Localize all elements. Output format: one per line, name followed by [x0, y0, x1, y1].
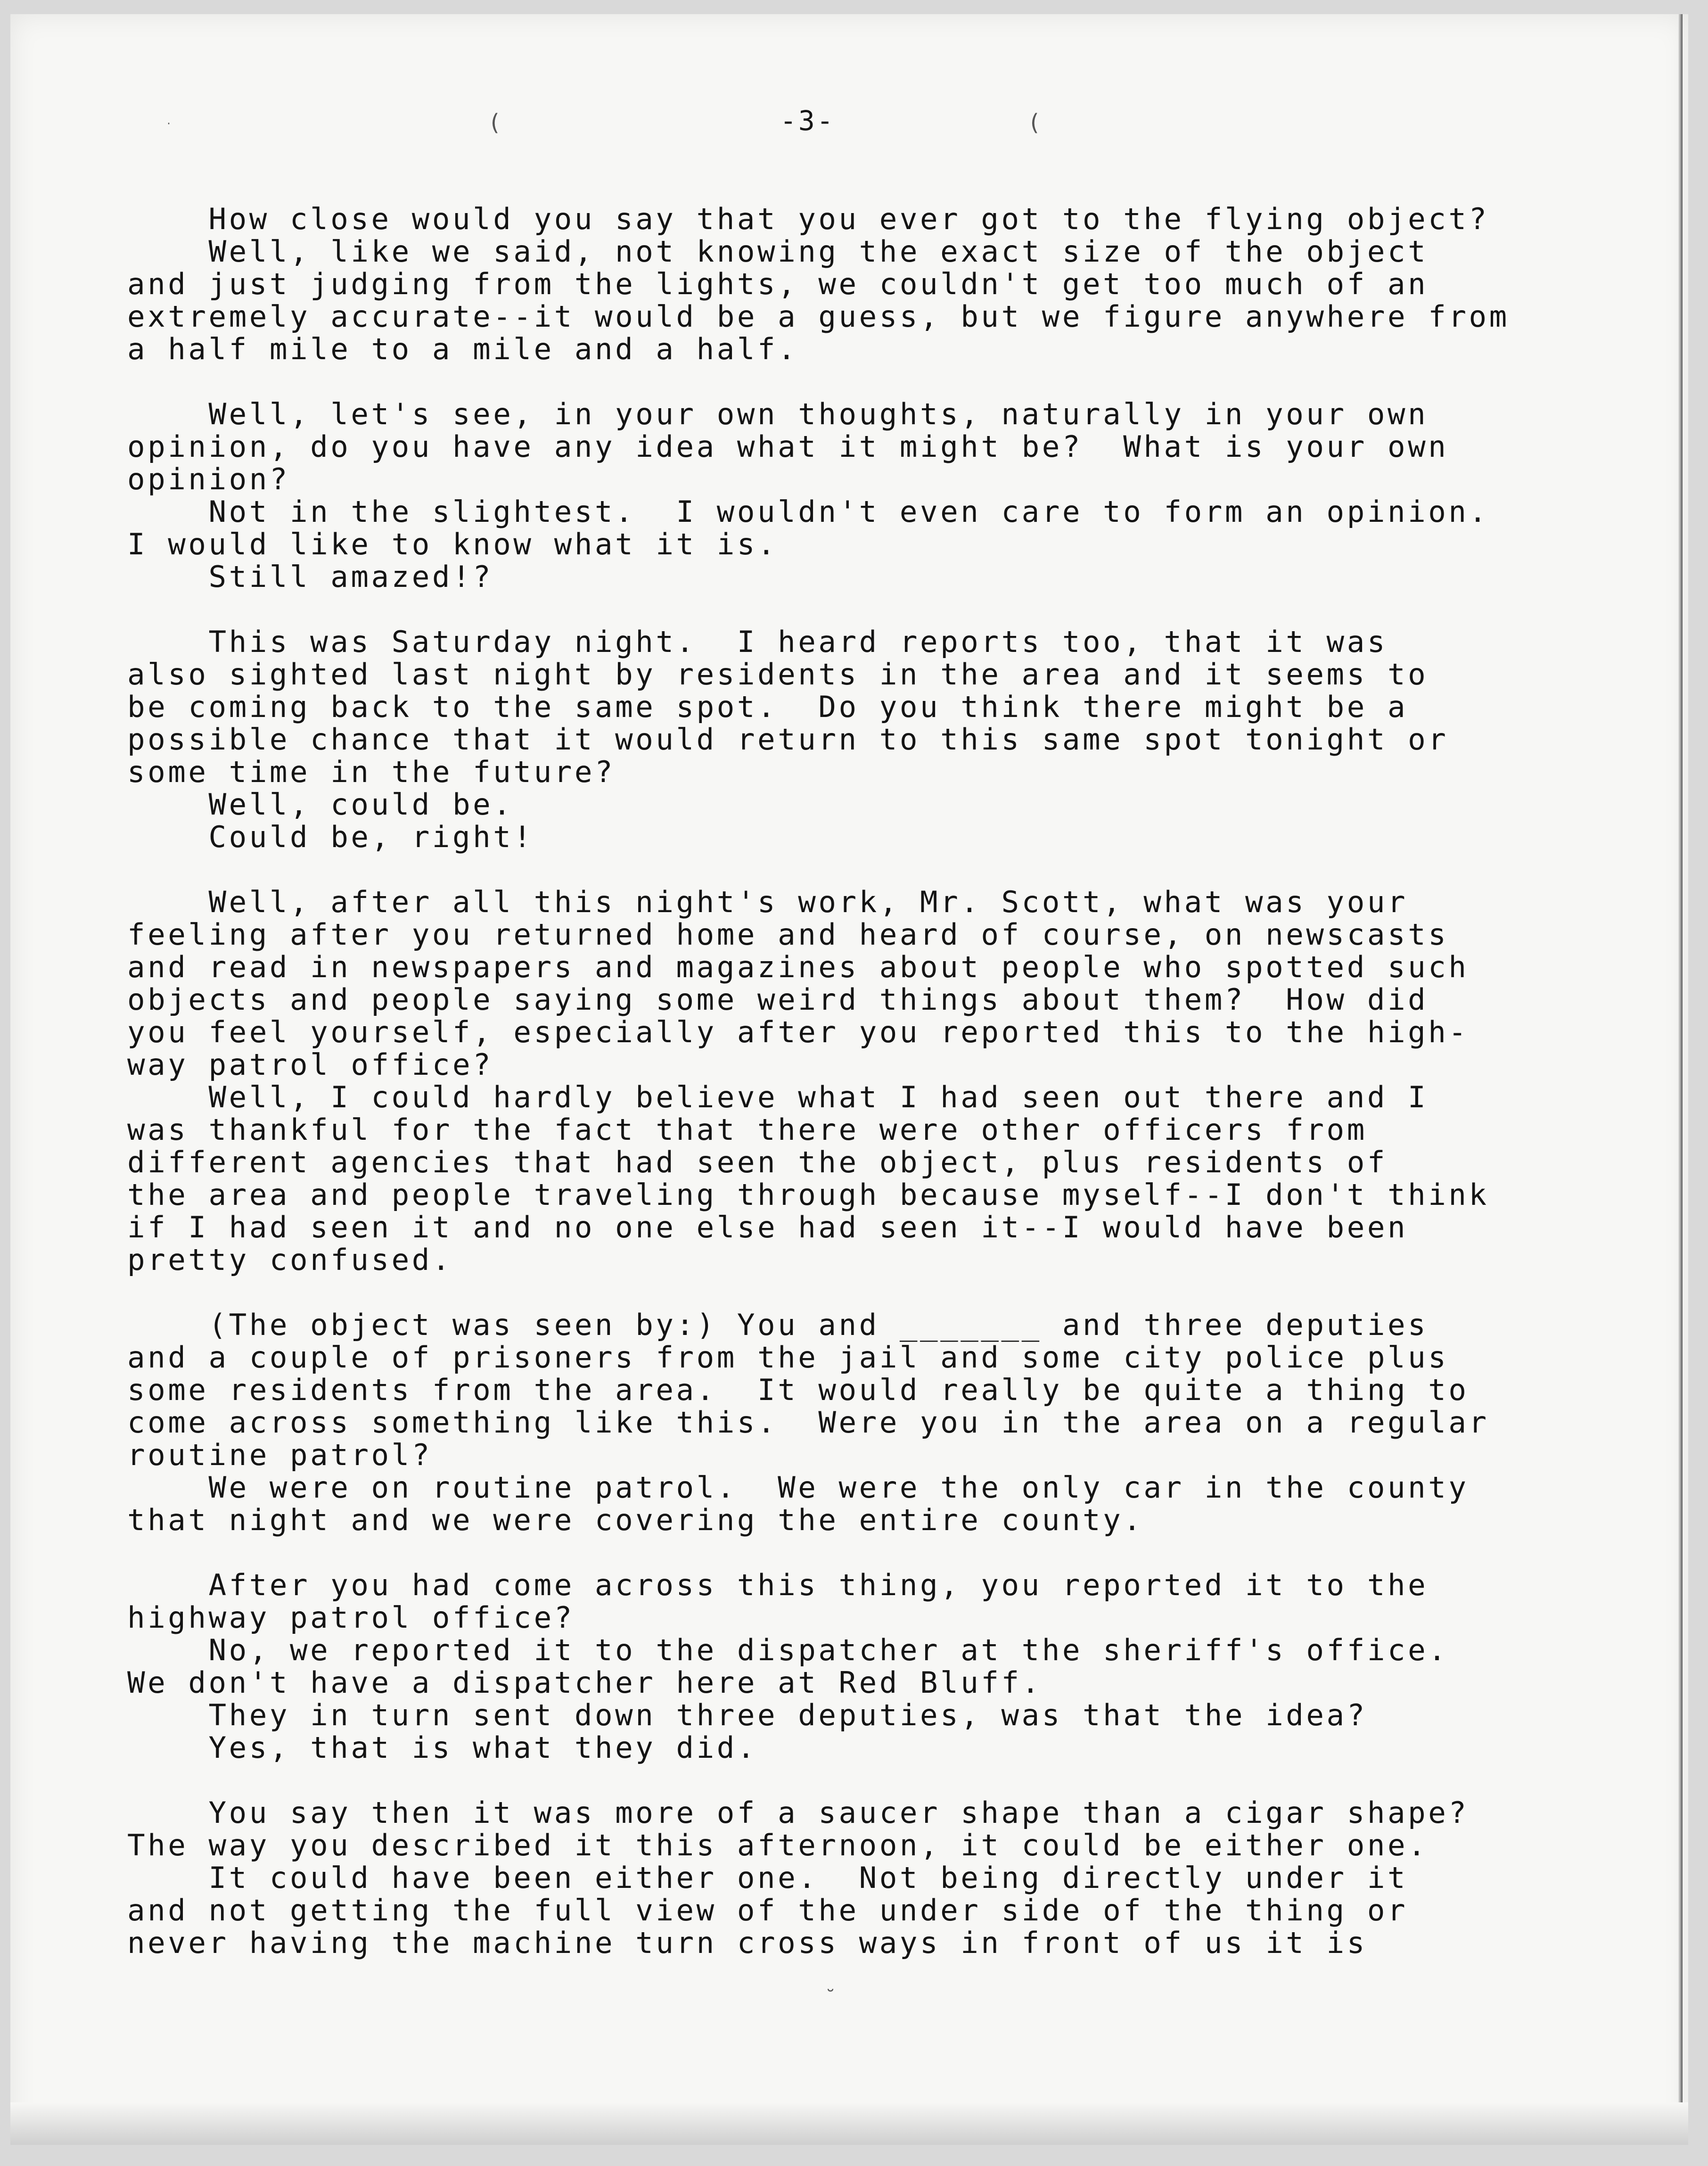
- transcript-line: and a couple of prisoners from the jail and some city police plus: [127, 1340, 1449, 1375]
- transcript-line: Still amazed!?: [127, 560, 493, 594]
- transcript-line: come across something like this. Were you in the area on a regular: [127, 1405, 1489, 1440]
- transcript-line: Could be, right!: [127, 820, 534, 854]
- transcript-line: After you had come across this thing, you reported it to the: [127, 1568, 1429, 1602]
- transcript-line: never having the machine turn cross ways in front of us it is: [127, 1926, 1367, 1960]
- transcript-line: Well, I could hardly believe what I had seen out there and I: [127, 1080, 1429, 1114]
- transcript-body: [127, 203, 1532, 1959]
- transcript-line: We were on routine patrol. We were the only car in the county: [127, 1470, 1469, 1505]
- paragraph-gap: [127, 593, 1532, 626]
- transcript-line: feeling after you returned home and heard of course, on newscasts: [127, 917, 1449, 952]
- transcript-line: They in turn sent down three deputies, was that the idea?: [127, 1698, 1367, 1732]
- transcript-line: some residents from the area. It would really be quite a thing to: [127, 1373, 1469, 1407]
- transcript-line: This was Saturday night. I heard reports too, that it was: [127, 625, 1388, 659]
- transcript-line: We don't have a dispatcher here at Red Bluff.: [127, 1665, 1042, 1700]
- paragraph-gap: [127, 1536, 1532, 1569]
- transcript-line: The way you described it this afternoon, it could be either one.: [127, 1828, 1429, 1862]
- transcript-line: Well, after all this night's work, Mr. Scott, what was your: [127, 885, 1408, 919]
- transcript-line: You say then it was more of a saucer shape than a cigar shape?: [127, 1795, 1469, 1830]
- transcript-line: possible chance that it would return to this same spot tonight or: [127, 722, 1449, 757]
- paragraph-gap: [127, 1764, 1532, 1796]
- transcript-line: highway patrol office?: [127, 1600, 575, 1635]
- scan-mark-right: (: [1027, 109, 1041, 136]
- transcript-line: way patrol office?: [127, 1047, 493, 1082]
- transcript-line: I would like to know what it is.: [127, 527, 778, 561]
- transcript-line: pretty confused.: [127, 1243, 453, 1277]
- transcript-line: was thankful for the fact that there were other officers from: [127, 1112, 1367, 1147]
- page-number: -3-: [780, 105, 835, 137]
- transcript-line: Well, could be.: [127, 787, 514, 822]
- paragraph-gap: [127, 1276, 1532, 1309]
- transcript-line: objects and people saying some weird things about them? How did: [127, 982, 1429, 1017]
- transcript-line: It could have been either one. Not being directly under it: [127, 1861, 1408, 1895]
- transcript-line: be coming back to the same spot. Do you think there might be a: [127, 690, 1408, 724]
- transcript-line: also sighted last night by residents in the area and it seems to: [127, 657, 1429, 692]
- scan-edge-right: [1678, 14, 1683, 2145]
- transcript-line: opinion?: [127, 462, 290, 496]
- transcript-line: How close would you say that you ever got to the flying object?: [127, 202, 1489, 236]
- transcript-line: (The object was seen by:) You and _______ and three deputies: [127, 1308, 1429, 1342]
- transcript-line: and not getting the full view of the under side of the thing or: [127, 1893, 1408, 1927]
- paragraph-gap: [127, 365, 1532, 398]
- transcript-line: if I had seen it and no one else had seen it--I would have been: [127, 1210, 1408, 1244]
- transcript-line: Well, like we said, not knowing the exact size of the object: [127, 234, 1429, 269]
- transcript-line: that night and we were covering the entire county.: [127, 1503, 1144, 1537]
- transcript-line: some time in the future?: [127, 755, 616, 789]
- transcript-line: and just judging from the lights, we couldn't get too much of an: [127, 267, 1429, 301]
- scan-mark-bottom: ˘: [825, 1987, 837, 2009]
- transcript-line: Well, let's see, in your own thoughts, naturally in your own: [127, 397, 1429, 431]
- transcript-line: routine patrol?: [127, 1438, 432, 1472]
- scan-mark-left: (: [488, 109, 501, 136]
- transcript-line: No, we reported it to the dispatcher at the sheriff's office.: [127, 1633, 1449, 1667]
- transcript-line: Yes, that is what they did.: [127, 1730, 757, 1765]
- transcript-line: you feel yourself, especially after you reported this to the high-: [127, 1015, 1469, 1049]
- transcript-line: extremely accurate--it would be a guess, but we figure anywhere from: [127, 299, 1510, 334]
- scan-speck: ·: [166, 118, 172, 129]
- transcript-line: Not in the slightest. I wouldn't even care to form an opinion.: [127, 494, 1489, 529]
- scan-edge-bottom: [10, 2102, 1688, 2145]
- transcript-line: a half mile to a mile and a half.: [127, 332, 798, 366]
- transcript-line: and read in newspapers and magazines about people who spotted such: [127, 950, 1469, 984]
- transcript-line: opinion, do you have any idea what it might be? What is your own: [127, 429, 1449, 464]
- paragraph-gap: [127, 853, 1532, 886]
- transcript-line: the area and people traveling through because myself--I don't think: [127, 1178, 1489, 1212]
- transcript-line: different agencies that had seen the object, plus residents of: [127, 1145, 1388, 1179]
